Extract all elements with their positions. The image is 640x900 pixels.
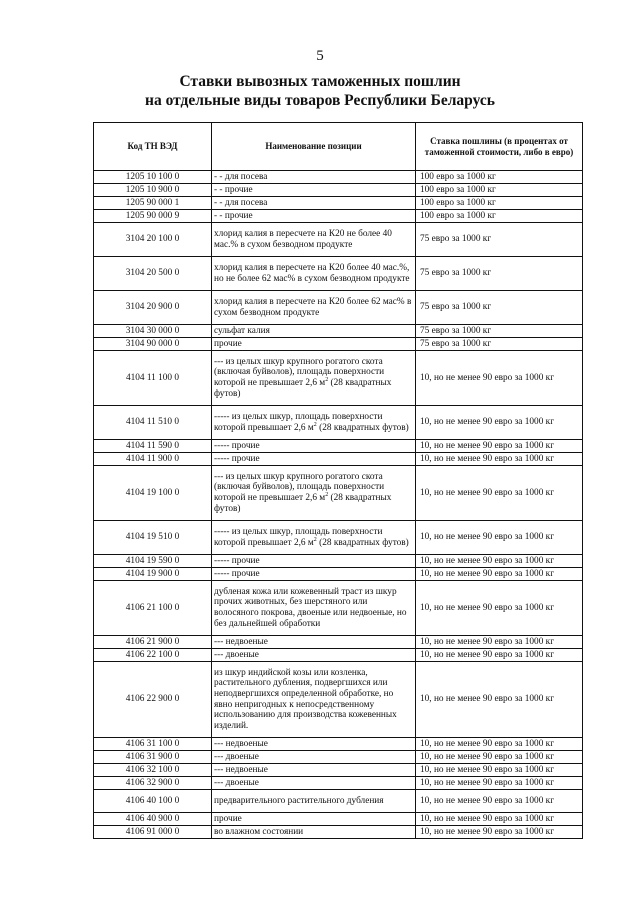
table-row xyxy=(94,568,583,581)
table-row xyxy=(94,764,583,777)
cell-name-text: ----- из целых шкур, площадь поверхности которой превышает 2,6 м xyxy=(214,526,383,548)
cell-rate: 10, но не менее 90 евро за 1000 кг xyxy=(416,738,583,751)
document-title xyxy=(0,72,640,110)
cell-code: 4106 31 100 0 xyxy=(94,738,212,751)
table-header-row xyxy=(94,123,583,171)
cell-code: 4104 19 590 0 xyxy=(94,555,212,568)
cell-code: 4106 21 100 0 xyxy=(94,581,212,636)
cell-code: 4106 21 900 0 xyxy=(94,636,212,649)
cell-name-tail: (28 квадратных футов) xyxy=(214,493,392,514)
cell-name xyxy=(212,184,416,197)
table-row xyxy=(94,636,583,649)
table-row xyxy=(94,453,583,466)
cell-name-tail: (28 квадратных футов) xyxy=(214,378,392,399)
cell-name xyxy=(212,466,416,521)
cell-rate: 10, но не менее 90 евро за 1000 кг xyxy=(416,790,583,813)
cell-name-text: ----- прочие xyxy=(214,453,260,464)
cell-code: 3104 20 900 0 xyxy=(94,291,212,325)
cell-rate: 10, но не менее 90 евро за 1000 кг xyxy=(416,555,583,568)
cell-name xyxy=(212,197,416,210)
cell-code: 4106 32 900 0 xyxy=(94,777,212,790)
cell-name-text: --- двоеные xyxy=(214,649,259,660)
table-row xyxy=(94,184,583,197)
cell-rate: 75 евро за 1000 кг xyxy=(416,338,583,351)
cell-name xyxy=(212,751,416,764)
cell-name xyxy=(212,662,416,738)
superscript: 2 xyxy=(313,421,317,428)
cell-rate: 10, но не менее 90 евро за 1000 кг xyxy=(416,649,583,662)
table-row xyxy=(94,738,583,751)
header-rate: Ставка пошлины (в процентах от таможенной стоимости, либо в евро) xyxy=(416,123,583,171)
table-row xyxy=(94,777,583,790)
cell-code: 4104 11 590 0 xyxy=(94,440,212,453)
cell-name xyxy=(212,568,416,581)
cell-name-text: --- двоеные xyxy=(214,751,259,762)
header-name: Наименование позиции xyxy=(212,123,416,171)
cell-name-text: ----- прочие xyxy=(214,555,260,566)
cell-rate: 10, но не менее 90 евро за 1000 кг xyxy=(416,406,583,440)
cell-name-text: ----- прочие xyxy=(214,440,260,451)
cell-name-text: предварительного растительного дубления xyxy=(214,795,384,806)
cell-name-text: дубленая кожа или кожевенный траст из шкур прочих животных, без шерстяного или волосяного покрова, двоеные или недвоеные, но без дальнейшей обработки xyxy=(214,586,407,629)
cell-name xyxy=(212,636,416,649)
cell-rate: 10, но не менее 90 евро за 1000 кг xyxy=(416,568,583,581)
cell-name-text: - - для посева xyxy=(214,171,268,182)
title-line-2: на отдельные виды товаров Республики Беларусь xyxy=(145,92,495,109)
cell-name-text: --- из целых шкур крупного рогатого скота (включая буйволов), площадь поверхности которой не превышает 2,6 м xyxy=(214,356,385,388)
cell-name-text: хлорид калия в пересчете на К20 более 62 мас% в сухом безводном продукте xyxy=(214,296,412,318)
cell-name xyxy=(212,171,416,184)
cell-name xyxy=(212,223,416,257)
table-row xyxy=(94,325,583,338)
cell-name-text: сульфат калия xyxy=(214,325,270,336)
table-row xyxy=(94,521,583,555)
cell-name xyxy=(212,764,416,777)
cell-code: 3104 30 000 0 xyxy=(94,325,212,338)
cell-name xyxy=(212,210,416,223)
cell-rate: 10, но не менее 90 евро за 1000 кг xyxy=(416,453,583,466)
cell-name-text: прочие xyxy=(214,813,242,824)
table-row xyxy=(94,813,583,826)
cell-rate: 10, но не менее 90 евро за 1000 кг xyxy=(416,581,583,636)
cell-name xyxy=(212,555,416,568)
cell-name-text: во влажном состоянии xyxy=(214,826,304,837)
cell-rate: 75 евро за 1000 кг xyxy=(416,257,583,291)
cell-name-text: - - для посева xyxy=(214,197,268,208)
header-code: Код ТН ВЭД xyxy=(94,123,212,171)
table-row xyxy=(94,406,583,440)
cell-code: 4104 11 900 0 xyxy=(94,453,212,466)
cell-code: 1205 90 000 1 xyxy=(94,197,212,210)
cell-rate: 75 евро за 1000 кг xyxy=(416,223,583,257)
cell-code: 4104 19 900 0 xyxy=(94,568,212,581)
cell-rate: 10, но не менее 90 евро за 1000 кг xyxy=(416,440,583,453)
cell-name xyxy=(212,649,416,662)
cell-rate: 10, но не менее 90 евро за 1000 кг xyxy=(416,521,583,555)
cell-name xyxy=(212,790,416,813)
cell-code: 1205 10 100 0 xyxy=(94,171,212,184)
cell-name-text: ----- прочие xyxy=(214,568,260,579)
cell-name-text: --- из целых шкур крупного рогатого скота (включая буйволов), площадь поверхности которой не превышает 2,6 м xyxy=(214,471,385,503)
cell-rate: 10, но не менее 90 евро за 1000 кг xyxy=(416,751,583,764)
cell-name-text: хлорид калия в пересчете на К20 не более 40 мас.% в сухом безводном продукте xyxy=(214,228,392,250)
cell-code: 4104 11 510 0 xyxy=(94,406,212,440)
table-row xyxy=(94,581,583,636)
cell-name-text: --- недвоеные xyxy=(214,636,268,647)
cell-name xyxy=(212,351,416,406)
cell-rate: 10, но не менее 90 евро за 1000 кг xyxy=(416,777,583,790)
table-body xyxy=(94,171,583,839)
cell-name xyxy=(212,440,416,453)
cell-code: 4106 40 900 0 xyxy=(94,813,212,826)
cell-name xyxy=(212,826,416,839)
cell-rate: 10, но не менее 90 евро за 1000 кг xyxy=(416,662,583,738)
cell-rate: 100 евро за 1000 кг xyxy=(416,210,583,223)
table-row xyxy=(94,440,583,453)
cell-name-tail: (28 квадратных футов) xyxy=(316,422,409,433)
cell-name xyxy=(212,453,416,466)
cell-name-text: --- недвоеные xyxy=(214,764,268,775)
superscript: 2 xyxy=(325,491,329,498)
table-row xyxy=(94,351,583,406)
cell-name-text: хлорид калия в пересчете на К20 более 40 мас.%, но не более 62 мас% в сухом безводном продукте xyxy=(214,262,410,284)
table-row xyxy=(94,338,583,351)
cell-rate: 10, но не менее 90 евро за 1000 кг xyxy=(416,764,583,777)
cell-name xyxy=(212,738,416,751)
cell-code: 4104 19 100 0 xyxy=(94,466,212,521)
cell-rate: 100 евро за 1000 кг xyxy=(416,197,583,210)
cell-code: 1205 90 000 9 xyxy=(94,210,212,223)
cell-name-text: прочие xyxy=(214,338,242,349)
cell-rate: 10, но не менее 90 евро за 1000 кг xyxy=(416,636,583,649)
page-number: 5 xyxy=(316,48,324,64)
cell-rate: 10, но не менее 90 евро за 1000 кг xyxy=(416,826,583,839)
cell-name xyxy=(212,581,416,636)
cell-name-text: из шкур индийской козы или козленка, растительного дубления, подвергшихся или неподвергшихся определенной обработке, но явно непригодных к непосредственному использованию для производства кожевенных изделий. xyxy=(214,667,397,731)
table-row xyxy=(94,649,583,662)
cell-code: 4106 91 000 0 xyxy=(94,826,212,839)
cell-name xyxy=(212,338,416,351)
table-row xyxy=(94,555,583,568)
table-row xyxy=(94,291,583,325)
cell-code: 4106 31 900 0 xyxy=(94,751,212,764)
cell-rate: 75 евро за 1000 кг xyxy=(416,325,583,338)
table-row xyxy=(94,662,583,738)
cell-name-tail: (28 квадратных футов) xyxy=(316,537,409,548)
cell-name xyxy=(212,291,416,325)
cell-code: 4104 19 510 0 xyxy=(94,521,212,555)
table-row xyxy=(94,466,583,521)
cell-rate: 10, но не менее 90 евро за 1000 кг xyxy=(416,351,583,406)
superscript: 2 xyxy=(313,536,317,543)
cell-name-text: --- двоеные xyxy=(214,777,259,788)
cell-name-text: --- недвоеные xyxy=(214,738,268,749)
cell-name xyxy=(212,325,416,338)
table-row xyxy=(94,197,583,210)
cell-name xyxy=(212,813,416,826)
cell-name xyxy=(212,521,416,555)
cell-code: 3104 20 500 0 xyxy=(94,257,212,291)
cell-code: 4106 22 100 0 xyxy=(94,649,212,662)
cell-code: 3104 20 100 0 xyxy=(94,223,212,257)
cell-rate: 100 евро за 1000 кг xyxy=(416,171,583,184)
cell-name-text: ----- из целых шкур, площадь поверхности которой превышает 2,6 м xyxy=(214,411,383,433)
cell-name xyxy=(212,257,416,291)
cell-rate: 10, но не менее 90 евро за 1000 кг xyxy=(416,466,583,521)
cell-rate: 75 евро за 1000 кг xyxy=(416,291,583,325)
title-line-1: Ставки вывозных таможенных пошлин xyxy=(179,73,461,90)
table-row xyxy=(94,826,583,839)
superscript: 2 xyxy=(325,376,329,383)
cell-rate: 10, но не менее 90 евро за 1000 кг xyxy=(416,813,583,826)
cell-code: 4106 22 900 0 xyxy=(94,662,212,738)
export-duties-table xyxy=(93,122,583,839)
cell-name xyxy=(212,777,416,790)
table-row xyxy=(94,790,583,813)
table-row xyxy=(94,257,583,291)
cell-code: 1205 10 900 0 xyxy=(94,184,212,197)
cell-name xyxy=(212,406,416,440)
cell-code: 4106 32 100 0 xyxy=(94,764,212,777)
cell-code: 3104 90 000 0 xyxy=(94,338,212,351)
table-row xyxy=(94,210,583,223)
cell-code: 4106 40 100 0 xyxy=(94,790,212,813)
table-row xyxy=(94,751,583,764)
cell-name-text: - - пpочие xyxy=(214,210,253,221)
cell-code: 4104 11 100 0 xyxy=(94,351,212,406)
table-row xyxy=(94,171,583,184)
table-row xyxy=(94,223,583,257)
cell-rate: 100 евро за 1000 кг xyxy=(416,184,583,197)
cell-name-text: - - прочие xyxy=(214,184,253,195)
